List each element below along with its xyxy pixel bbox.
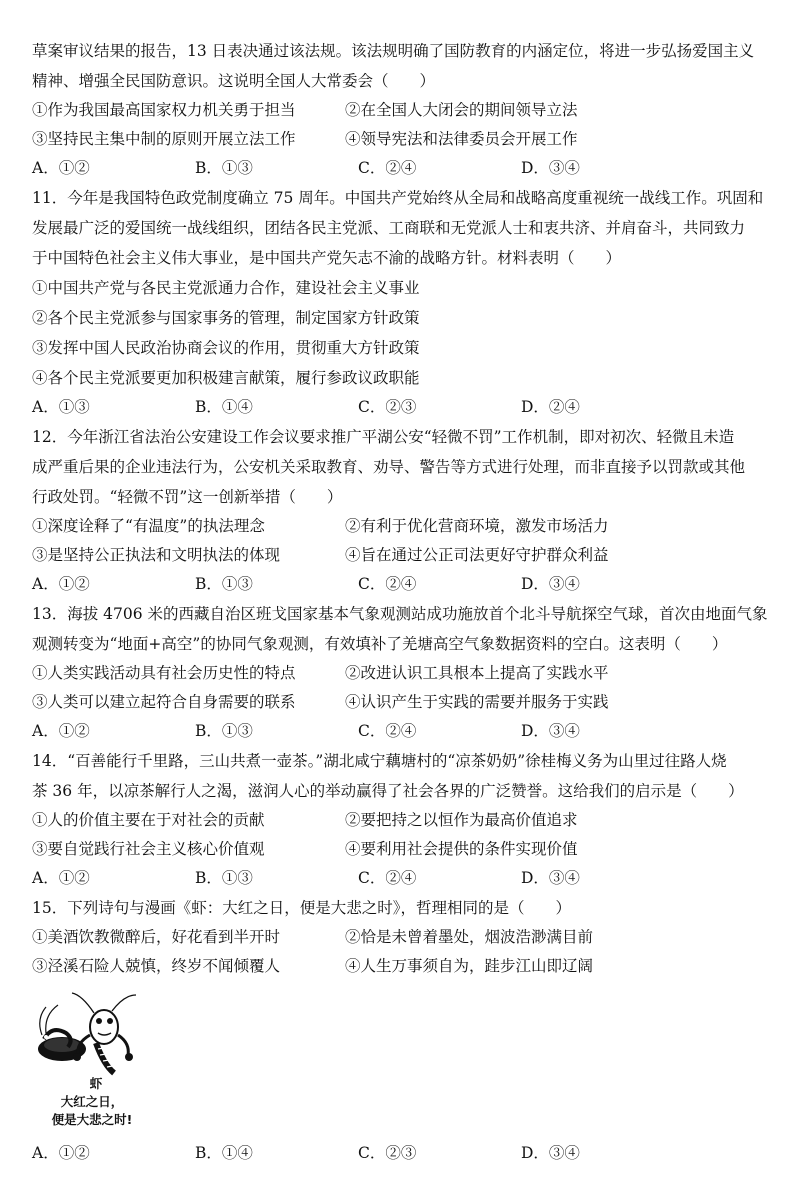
answer-d: D．③④ <box>521 575 580 593</box>
option-2: ②各个民主党派参与国家事务的管理，制定国家方针政策 <box>32 309 420 327</box>
option-row <box>32 512 772 541</box>
answer-d: D．③④ <box>521 722 580 740</box>
answer-b: B．①③ <box>195 575 253 593</box>
cartoon-title: 虾 <box>89 1076 103 1091</box>
question-stem-line: 发展最广泛的爱国统一战线组织，团结各民主党派、工商联和无党派人士和衷共济、并肩奋斗，共同致力 <box>32 219 746 237</box>
question-stem-line: 12．今年浙江省法治公安建设工作会议要求推广平湖公安“轻微不罚”工作机制，即对初次、轻微且未造 <box>32 428 735 446</box>
answer-c: C．②④ <box>358 575 417 593</box>
cartoon-caption-line: 大红之日， <box>60 1094 124 1109</box>
option-row <box>32 96 772 125</box>
question-stem-line: 茶 36 年，以凉茶解行人之渴，滋润人心的举动赢得了社会各界的广泛赞誉。这给我们的启示是（ ） <box>32 782 744 800</box>
question-stem-line: 成严重后果的企业违法行为，公安机关采取教育、劝导、警告等方式进行处理，而非直接予以罚款或其他 <box>32 458 746 476</box>
option-row <box>32 952 772 981</box>
option-4: ④人生万事须自为，跬步江山即辽阔 <box>345 957 594 975</box>
answer-choices <box>32 570 772 599</box>
answer-c: C．②④ <box>358 722 417 740</box>
option-1: ①作为我国最高国家权力机关勇于担当 <box>32 101 296 119</box>
answer-a: A．①② <box>32 869 90 887</box>
option-3: ③泾溪石险人兢慎，终岁不闻倾覆人 <box>32 957 281 975</box>
option-3: ③发挥中国人民政治协商会议的作用，贯彻重大方针政策 <box>32 339 420 357</box>
option-1: ①人类实践活动具有社会历史性的特点 <box>32 664 296 682</box>
answer-c: C．②④ <box>358 869 417 887</box>
option-4: ④认识产生于实践的需要并服务于实践 <box>345 693 609 711</box>
shrimp-cartoon <box>32 989 172 1139</box>
option-1: ①中国共产党与各民主党派通力合作，建设社会主义事业 <box>32 279 420 297</box>
answer-b: B．①③ <box>195 869 253 887</box>
answer-a: A．①② <box>32 159 90 177</box>
question-12 <box>32 422 772 599</box>
question-11 <box>32 183 772 422</box>
answer-d: D．③④ <box>521 159 580 177</box>
answer-choices <box>32 1139 772 1168</box>
question-stem-line: 行政处罚。“轻微不罚”这一创新举措（ ） <box>32 488 343 506</box>
exam-page <box>32 36 772 1168</box>
option-2: ②恰是未曾着墨处，烟波浩渺满目前 <box>345 928 594 946</box>
answer-d: D．③④ <box>521 869 580 887</box>
option-4: ④要利用社会提供的条件实现价值 <box>345 840 578 858</box>
question-13 <box>32 599 772 746</box>
answer-d: D．②④ <box>521 398 580 416</box>
option-3: ③人类可以建立起符合自身需要的联系 <box>32 693 296 711</box>
option-row <box>32 541 772 570</box>
answer-a: A．①② <box>32 722 90 740</box>
answer-b: B．①④ <box>195 1144 253 1162</box>
answer-d: D．③④ <box>521 1144 580 1162</box>
answer-b: B．①④ <box>195 398 253 416</box>
option-1: ①美酒饮教微醉后，好花看到半开时 <box>32 928 281 946</box>
option-row <box>32 125 772 154</box>
answer-choices <box>32 864 772 893</box>
answer-a: A．①② <box>32 1144 90 1162</box>
question-stem-line: 13．海拔 4706 米的西藏自治区班戈国家基本气象观测站成功施放首个北斗导航探空气球，首次由地面气象 <box>32 605 768 623</box>
option-2: ②有利于优化营商环境，激发市场活力 <box>345 517 609 535</box>
answer-c: C．②④ <box>358 159 417 177</box>
shrimp-drawing-icon <box>32 989 152 1084</box>
option-3: ③坚持民主集中制的原则开展立法工作 <box>32 130 296 148</box>
question-stem-line: 15．下列诗句与漫画《虾：大红之日，便是大悲之时》，哲理相同的是（ ） <box>32 899 571 917</box>
option-2: ②改进认识工具根本上提高了实践水平 <box>345 664 609 682</box>
answer-choices <box>32 393 772 422</box>
question-stem-line: 11．今年是我国特色政党制度确立 75 周年。中国共产党始终从全局和战略高度重视统一战线工作。巩固和 <box>32 189 764 207</box>
option-1: ①人的价值主要在于对社会的贡献 <box>32 811 265 829</box>
answer-c: C．②③ <box>358 398 417 416</box>
answer-b: B．①③ <box>195 722 253 740</box>
option-row <box>32 659 772 688</box>
question-10 <box>32 36 772 183</box>
question-stem-line: 草案审议结果的报告，13 日表决通过该法规。该法规明确了国防教育的内涵定位，将进一步弘扬爱国主义 <box>32 42 755 60</box>
question-stem-line: 14．“百善能行千里路，三山共煮一壶茶。”湖北咸宁藕塘村的“凉茶奶奶”徐桂梅义务为山里过往路人烧 <box>32 752 727 770</box>
option-4: ④领导宪法和法律委员会开展工作 <box>345 130 578 148</box>
option-row <box>32 806 772 835</box>
option-4: ④旨在通过公正司法更好守护群众利益 <box>345 546 609 564</box>
answer-c: C．②③ <box>358 1144 417 1162</box>
question-stem-line: 精神、增强全民国防意识。这说明全国人大常委会（ ） <box>32 72 436 90</box>
option-1: ①深度诠释了“有温度”的执法理念 <box>32 517 265 535</box>
cartoon-caption-line: 便是大悲之时! <box>51 1112 133 1127</box>
answer-a: A．①③ <box>32 398 90 416</box>
option-row <box>32 923 772 952</box>
question-15 <box>32 893 772 1168</box>
option-2: ②要把持之以恒作为最高价值追求 <box>345 811 578 829</box>
option-2: ②在全国人大闭会的期间领导立法 <box>345 101 578 119</box>
question-stem-line: 观测转变为“地面+高空”的协同气象观测，有效填补了羌塘高空气象数据资料的空白。这表明（ ） <box>32 635 728 653</box>
option-row <box>32 688 772 717</box>
answer-a: A．①② <box>32 575 90 593</box>
question-stem-line: 于中国特色社会主义伟大事业，是中国共产党矢志不渝的战略方针。材料表明（ ） <box>32 249 622 267</box>
option-3: ③是坚持公正执法和文明执法的体现 <box>32 546 281 564</box>
question-14 <box>32 746 772 893</box>
answer-choices <box>32 154 772 183</box>
option-row <box>32 835 772 864</box>
option-3: ③要自觉践行社会主义核心价值观 <box>32 840 265 858</box>
answer-b: B．①③ <box>195 159 253 177</box>
option-4: ④各个民主党派要更加积极建言献策，履行参政议政职能 <box>32 369 420 387</box>
answer-choices <box>32 717 772 746</box>
